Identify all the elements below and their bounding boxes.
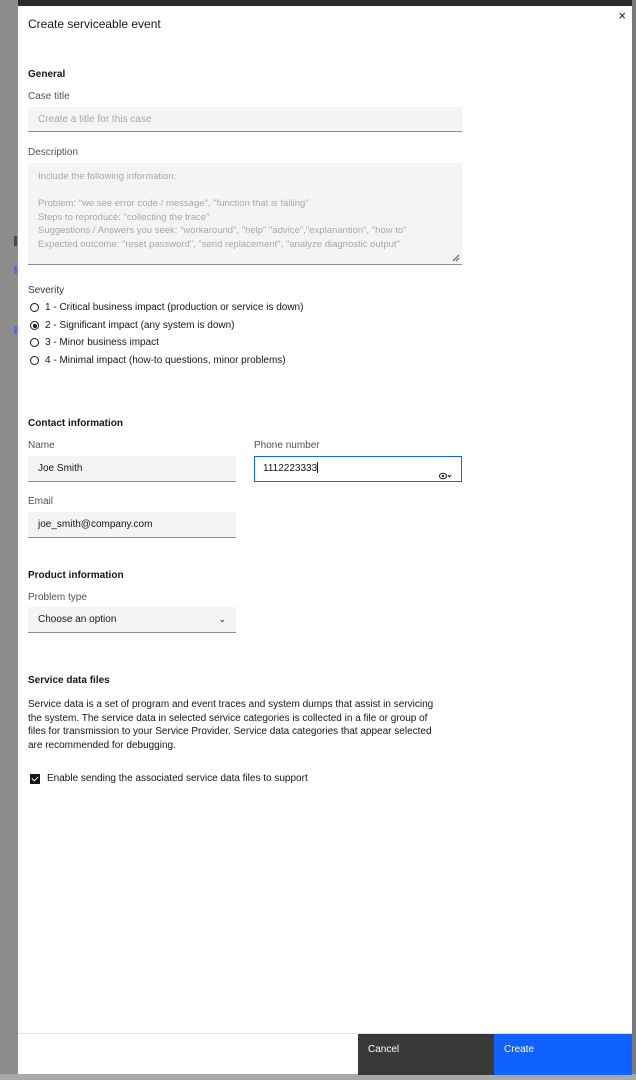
service-data-description: Service data is a set of program and event traces and system dumps that assist in servicing the system. The service data in selected service categories is collected in a file or group of files for transmission to your Service Provider. Service data categories that appear selected are recommended for debugging. — [28, 699, 434, 751]
radio-button-icon[interactable] — [30, 356, 39, 365]
text-cursor — [317, 462, 318, 473]
enable-service-data-checkbox[interactable] — [30, 773, 308, 784]
severity-option-label: 3 - Minor business impact — [45, 337, 159, 348]
severity-option-label: 1 - Critical business impact (production or service is down) — [45, 302, 304, 313]
name-input[interactable] — [28, 456, 236, 482]
close-icon[interactable]: × — [618, 8, 626, 23]
backdrop-left — [0, 0, 18, 1080]
create-event-modal — [18, 6, 632, 1074]
description-placeholder-line: Include the following information. — [38, 171, 177, 182]
eye-icon[interactable] — [439, 465, 452, 489]
severity-option-label: 4 - Minimal impact (how-to questions, minor problems) — [45, 355, 286, 366]
email-input[interactable] — [28, 512, 236, 538]
severity-option-3[interactable] — [30, 337, 159, 348]
severity-option-2[interactable] — [30, 320, 235, 331]
severity-option-4[interactable] — [30, 355, 286, 366]
checkbox-checked-icon[interactable] — [30, 774, 40, 784]
backdrop-mark — [14, 236, 17, 246]
phone-number-label: Phone number — [254, 440, 320, 451]
severity-option-1[interactable] — [30, 302, 303, 313]
name-label: Name — [28, 440, 55, 451]
radio-button-checked-icon[interactable] — [30, 321, 39, 330]
problem-type-label: Problem type — [28, 592, 87, 603]
description-placeholder-line: Problem: "we see error code / message", "function that is failing" — [38, 198, 309, 209]
backdrop-mark — [14, 326, 17, 334]
radio-button-icon[interactable] — [30, 338, 39, 347]
problem-type-select[interactable] — [28, 607, 236, 633]
contact-section-title: Contact information — [28, 418, 123, 429]
severity-option-label: 2 - Significant impact (any system is down) — [45, 320, 235, 331]
description-label: Description — [28, 147, 79, 158]
create-button[interactable]: Create — [494, 1034, 632, 1075]
modal-footer — [18, 1033, 632, 1074]
case-title-input[interactable] — [28, 107, 462, 132]
checkbox-label: Enable sending the associated service data files to support — [47, 773, 308, 784]
description-placeholder-line: Expected outcome: "reset password", "send replacement", "analyze diagnostic output" — [38, 238, 400, 250]
severity-label: Severity — [28, 285, 65, 296]
case-title-label: Case title — [28, 91, 70, 102]
phone-number-value: 1112223333 — [263, 463, 318, 474]
problem-type-value: Choose an option — [38, 614, 117, 625]
modal-title: Create serviceable event — [28, 17, 161, 31]
email-label: Email — [28, 496, 54, 507]
backdrop-mark — [14, 266, 17, 274]
backdrop-right — [632, 0, 636, 1080]
description-placeholder-line — [38, 184, 452, 198]
phone-number-input[interactable] — [254, 456, 462, 482]
product-section-title: Product information — [28, 570, 124, 581]
cancel-button[interactable]: Cancel — [358, 1034, 494, 1075]
radio-button-icon[interactable] — [30, 303, 39, 312]
description-placeholder-line: Steps to reproduce: "collecting the trace" — [38, 211, 210, 223]
resize-handle-icon[interactable] — [452, 254, 460, 262]
service-data-section-title: Service data files — [28, 675, 110, 686]
chevron-down-icon: ⌄ — [218, 614, 226, 624]
description-textarea[interactable] — [28, 163, 462, 265]
eye-icon-graphic — [439, 472, 452, 480]
description-placeholder-line: Suggestions / Answers you seek: "workaround", "help" "advice","explanantion", "how to" — [38, 225, 407, 236]
general-section-title: General — [28, 69, 66, 80]
